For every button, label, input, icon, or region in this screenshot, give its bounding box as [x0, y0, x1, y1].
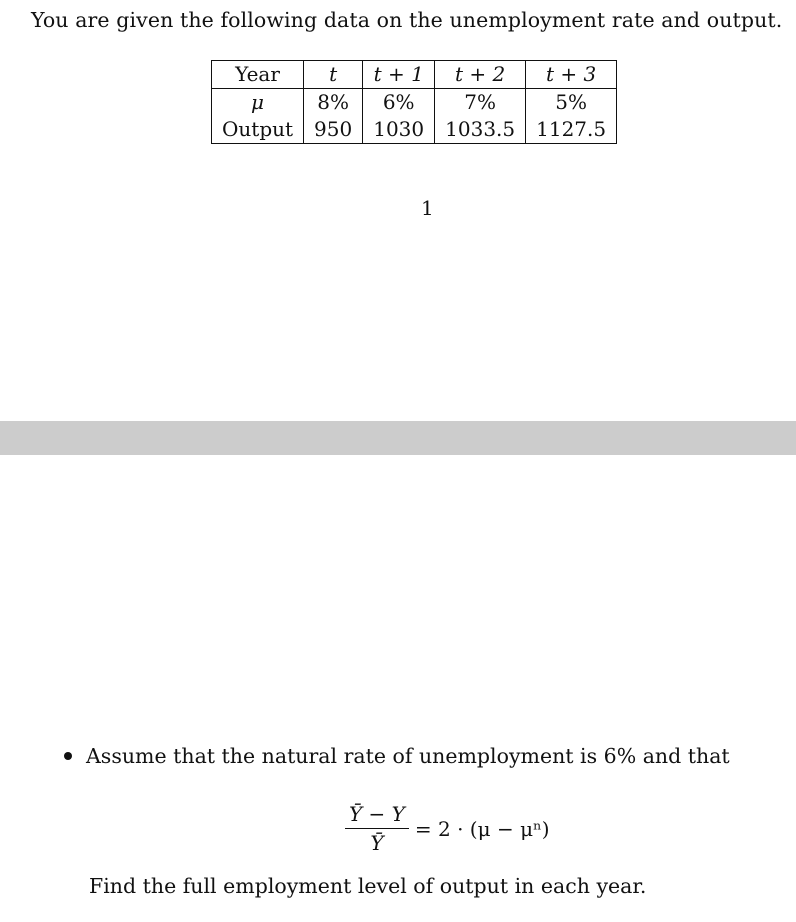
table-row-output	[212, 116, 617, 144]
page-number: 1	[421, 196, 434, 220]
unemployment-cell: 8%	[304, 89, 363, 117]
row-label-year: Year	[212, 61, 304, 89]
year-cell: t + 1	[363, 61, 435, 89]
unemployment-cell: 6%	[363, 89, 435, 117]
unemployment-cell: 5%	[526, 89, 617, 117]
equation-numerator: Ȳ − Y	[345, 802, 409, 829]
intro-text: You are given the following data on the unemployment rate and output.	[31, 8, 783, 32]
output-cell: 950	[304, 116, 363, 144]
row-label-output: Output	[212, 116, 304, 144]
output-cell: 1127.5	[526, 116, 617, 144]
data-table	[211, 60, 617, 144]
page-1	[0, 0, 796, 420]
equation-fraction	[345, 802, 409, 855]
equation-rhs: = 2 · (μ − μⁿ)	[414, 816, 550, 841]
year-cell: t + 3	[526, 61, 617, 89]
table-row-year	[212, 61, 617, 89]
year-cell: t	[304, 61, 363, 89]
unemployment-cell: 7%	[435, 89, 526, 117]
bullet-text: Assume that the natural rate of unemployment is 6% and that	[86, 744, 730, 768]
output-gap-equation	[345, 802, 550, 855]
equation-denominator: Ȳ	[370, 831, 384, 855]
closing-text: Find the full employment level of output in each year.	[89, 874, 647, 898]
row-label-mu: μ	[212, 89, 304, 117]
output-cell: 1033.5	[435, 116, 526, 144]
table-row-unemployment	[212, 89, 617, 117]
page-separator	[0, 421, 796, 455]
bullet-item	[64, 744, 730, 768]
output-cell: 1030	[363, 116, 435, 144]
year-cell: t + 2	[435, 61, 526, 89]
bullet-icon	[64, 752, 72, 760]
